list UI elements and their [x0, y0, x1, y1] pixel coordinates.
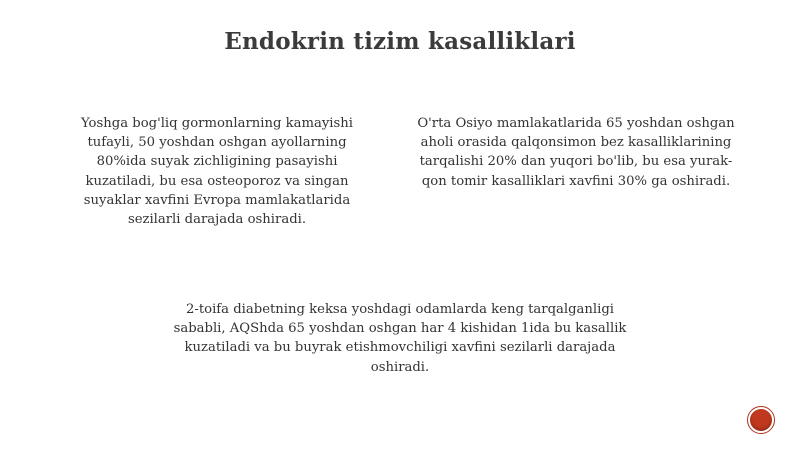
- bottom-paragraph: [145, 300, 655, 377]
- bottom-paragraph-line: oshiradi.: [370, 359, 430, 375]
- bottom-paragraph-line: sababli, AQShda 65 yoshdan oshgan har 4 kishidan 1ida bu kasallik: [173, 321, 627, 337]
- left-paragraph-line: 80%ida suyak zichligining pasayishi: [96, 154, 338, 170]
- left-paragraph-line: kuzatiladi, bu esa osteoporoz va singan: [85, 173, 349, 189]
- circle-nav-icon-fill: [750, 409, 772, 431]
- right-paragraph-line: O'rta Osiyo mamlakatlarida 65 yoshdan oshgan: [417, 116, 735, 131]
- left-paragraph-line: sezilarli darajada oshiradi.: [127, 212, 307, 228]
- slide-title: Endokrin tizim kasalliklari: [224, 28, 576, 55]
- right-paragraph: [402, 114, 750, 191]
- bottom-paragraph-line: kuzatiladi va bu buyrak etishmovchiligi xavfini sezilarli darajada: [184, 340, 616, 356]
- left-paragraph-line: suyaklar xavfini Evropa mamlakatlarida: [83, 192, 351, 208]
- left-paragraph: [62, 114, 372, 229]
- circle-nav-icon[interactable]: [747, 406, 775, 434]
- bottom-paragraph-line: 2-toifa diabetning keksa yoshdagi odamlarda keng tarqalganligi: [186, 302, 614, 317]
- left-paragraph-line: tufayli, 50 yoshdan oshgan ayollarning: [87, 135, 347, 151]
- right-paragraph-line: qon tomir kasalliklari xavfini 30% ga oshiradi.: [421, 173, 731, 189]
- right-paragraph-line: tarqalishi 20% dan yuqori bo'lib, bu esa yurak-: [419, 154, 733, 170]
- left-paragraph-line: Yoshga bog'liq gormonlarning kamayishi: [81, 116, 353, 131]
- right-paragraph-line: aholi orasida qalqonsimon bez kasalliklarining: [420, 135, 732, 151]
